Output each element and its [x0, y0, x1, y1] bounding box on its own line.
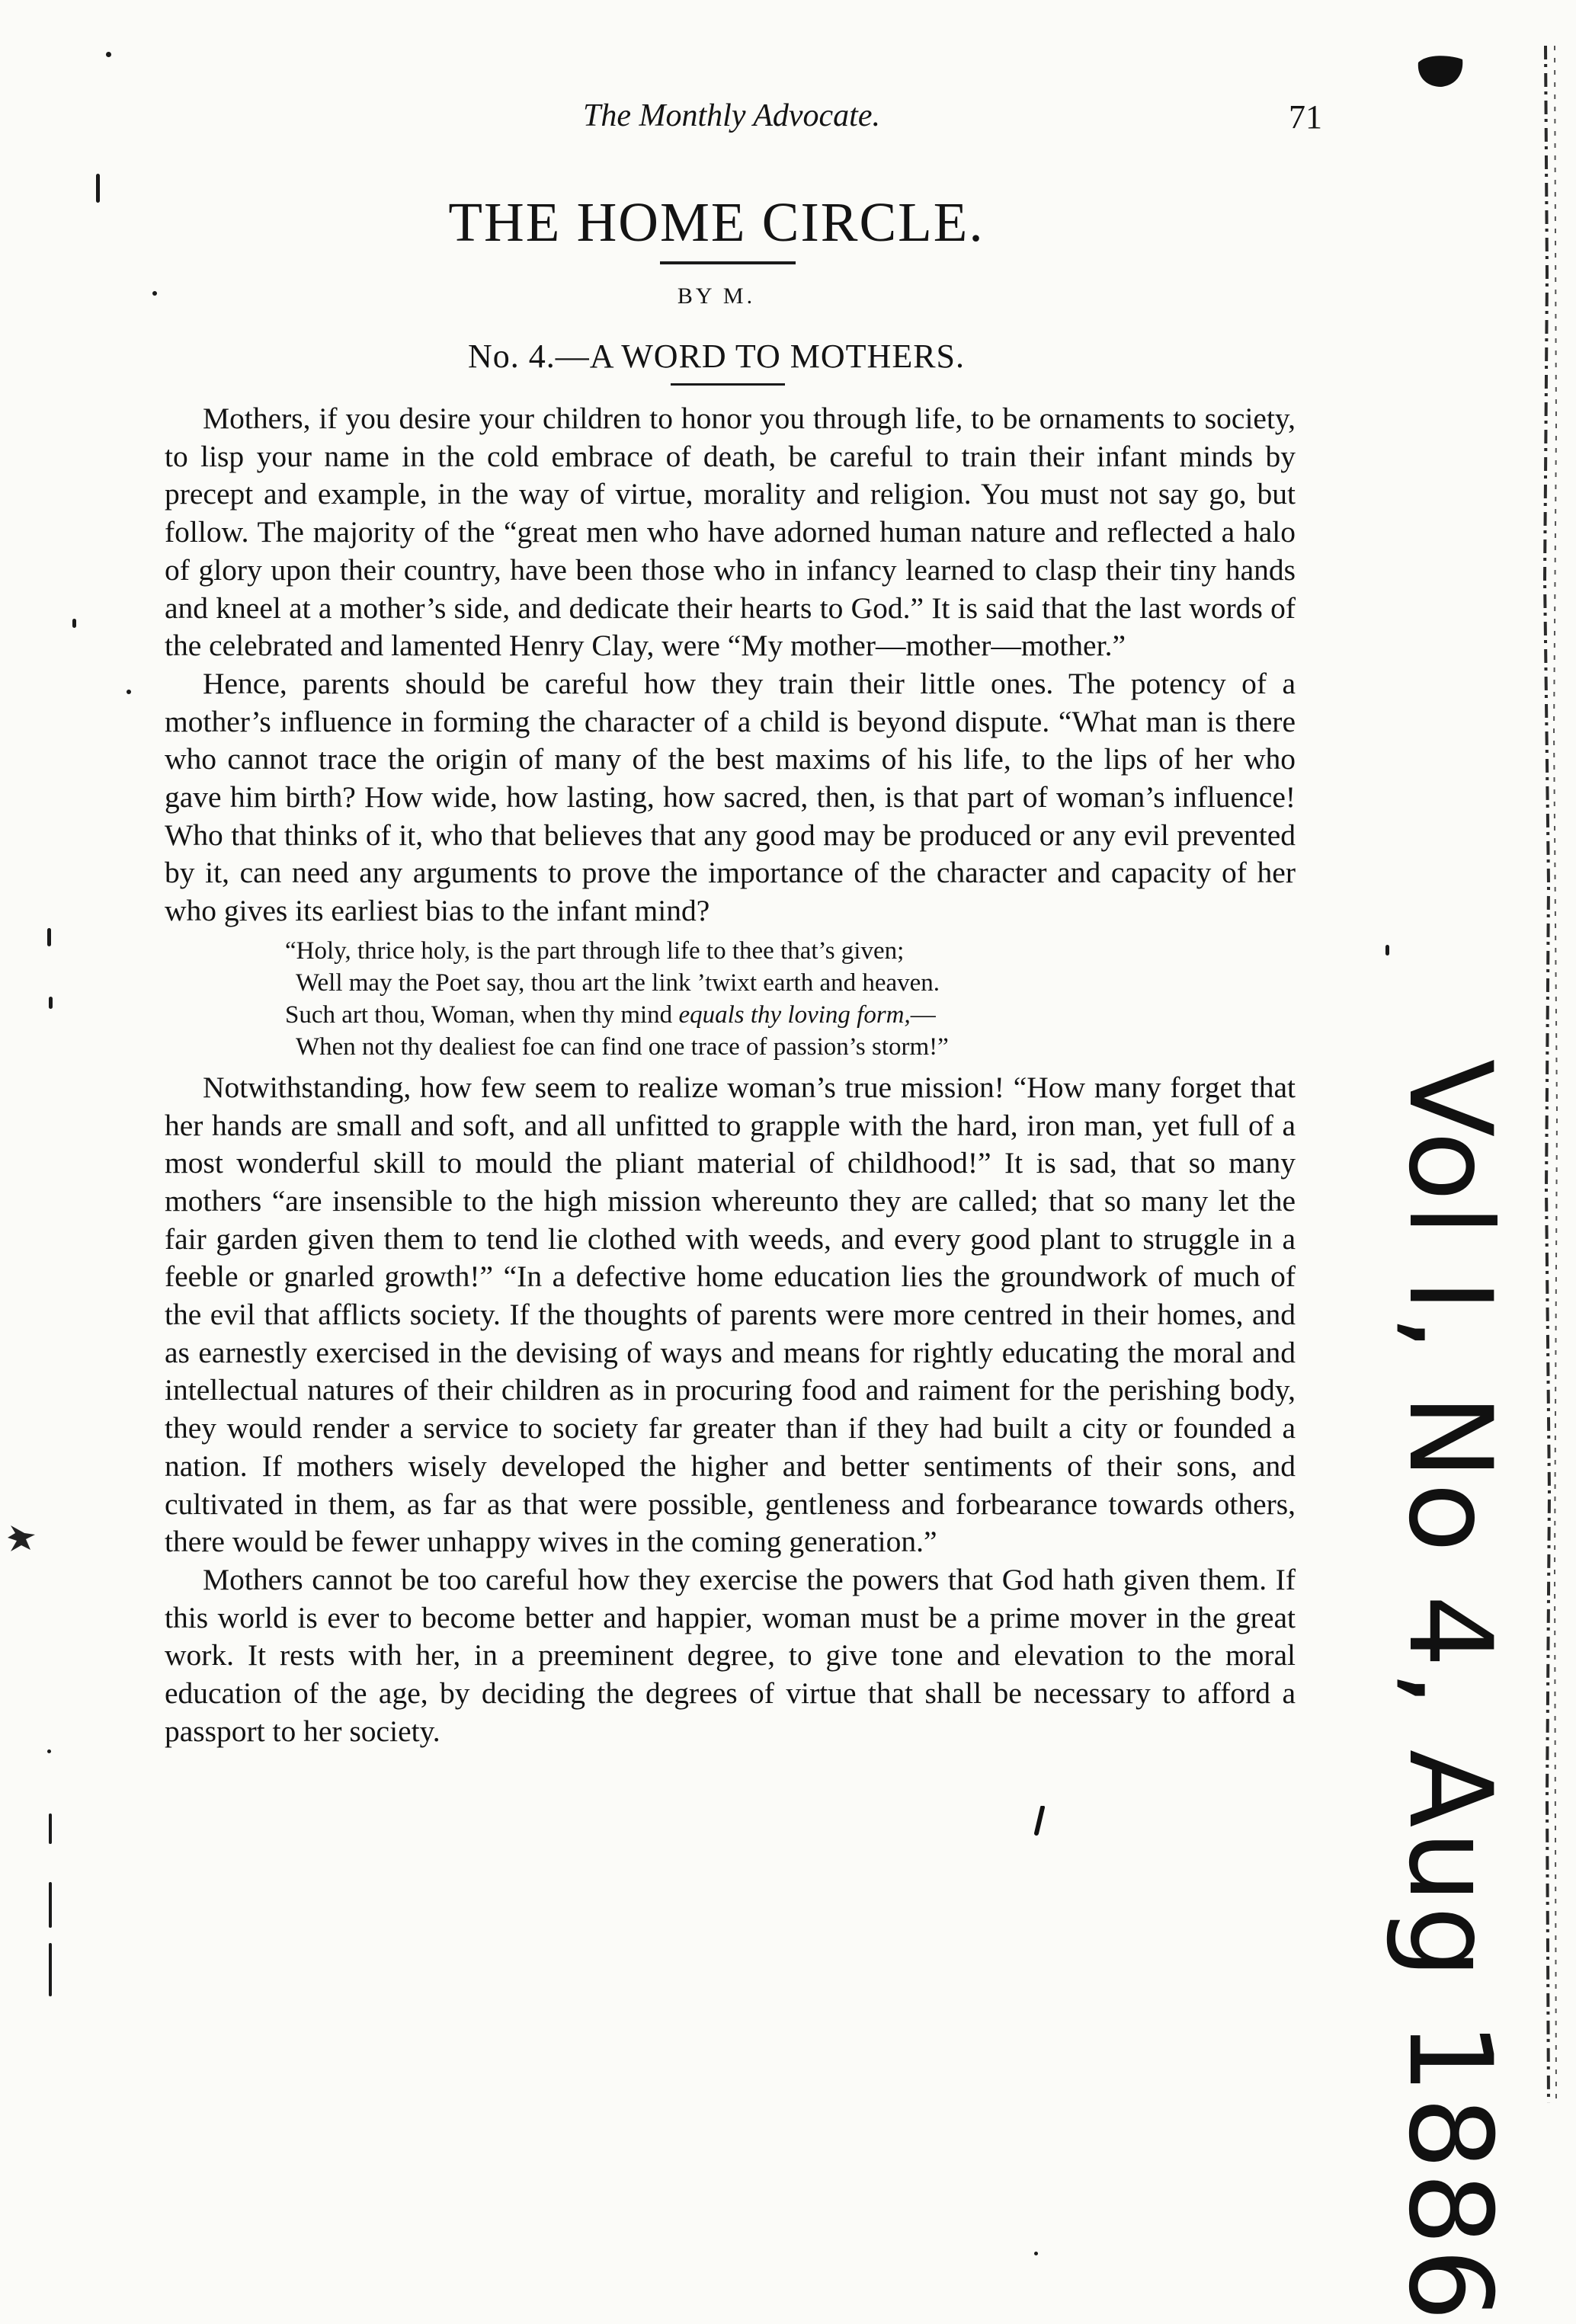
paragraph: Hence, parents should be careful how they train their little ones. The potency of a mother’s influence in forming the character of a child is beyond dispute. “What man is there who cannot trace the origin of many of the best maxims of his life, to the lips of her who gave him birth? How wide, how lasting, how sacred, then, is that part of woman’s influence! Who that thinks of it, who that believes that any good may be produced or any evil prevented by it, can need any arguments to prove the importance of the character and capacity of her who gives its earliest bias to the infant mind? — [165, 666, 1296, 928]
poem-line: Well may the Poet say, thou art the link ’twixt earth and heaven. — [296, 968, 940, 997]
stray-mark — [127, 690, 131, 694]
stray-mark — [1385, 945, 1389, 956]
page-number: 71 — [1289, 98, 1322, 136]
margin-note-text: Vol I, No 4, Aug 1886 — [1383, 1058, 1516, 2324]
printer-ornament-mark — [0, 1516, 46, 1562]
poem-line — [285, 999, 1296, 1031]
paragraph: Mothers, if you desire your children to honor you through life, to be ornaments to society, to lisp your name in the cold embrace of death, be careful to train their infant minds by precept and example, in the way of virtue, morality and religion. You must not say go, but follow. The majority of the “great men who have adorned human nature and reflected a halo of glory upon their country, have been those who in infancy learned to clasp their tiny hands and kneel at a mother’s side, and dedicate their hearts to God.” It is said that the last words of the celebrated and lamented Henry Clay, were “My mother—mother—mother.” — [165, 402, 1296, 663]
stray-mark — [47, 1749, 51, 1753]
stray-mark — [96, 174, 100, 203]
paragraph: Notwithstanding, how few seem to realize woman’s true mission! “How many forget that her hands are small and soft, and all unfitted to grapple with the hard, iron man, yet full of a most wonderful skill to mould the pliant material of childhood!” It is sad, that so many mothers “are insensible to the high mission whereunto they are called; that so many let the fair garden given them to tend lie clothed with weeds, and every good plant to struggle in a feeble or gnarled growth!” “In a defective home education lies the groundwork of much of the evil that afflicts society. If the thoughts of parents were more centred in their homes, and as earnestly exercised in the devising of ways and means for rightly educating the moral and intellectual natures of their children as in procuring food and raiment for the perishing body, they would render a service to society far greater than if they had built a city or founded a nation. If mothers wisely developed the higher and better sentiments of their sons, and cultivated in them, as far as that were possible, gentleness and forbearance towards others, there would be fewer unhappy wives in the coming generation.” — [165, 1070, 1296, 1559]
pencil-tick-mark — [1032, 1806, 1047, 1836]
publication-title: The Monthly Advocate. — [583, 98, 880, 133]
ink-blot-mark — [1414, 52, 1467, 90]
stray-mark — [49, 997, 53, 1009]
poem-line: When not thy dealiest foe can find one trace of passion’s storm!” — [296, 1032, 949, 1061]
article-subtitle: No. 4.—A WORD TO MOTHERS. — [467, 338, 966, 375]
handwritten-margin-note — [1358, 1058, 1541, 2324]
subtitle-rule — [671, 383, 785, 386]
article-byline: BY M. — [677, 283, 756, 309]
title-rule — [660, 261, 796, 264]
stray-mark — [152, 291, 157, 296]
stray-mark — [1034, 2252, 1038, 2255]
poem-quote — [285, 935, 1296, 1063]
poem-emphasis: equals thy loving form, — [678, 1000, 911, 1029]
binding-edge-mark — [1539, 46, 1564, 2103]
paragraph: Mothers cannot be too careful how they exercise the powers that God hath given them. If this world is ever to become better and happier, woman must be a prime mover in the great work. It rests with her, in a preeminent degree, to give tone and elevation to the moral education of the age, by deciding the degrees of virtue that shall be necessary to afford a passport to her society. — [165, 1562, 1296, 1748]
stray-mark — [49, 1943, 52, 1996]
stray-mark — [106, 52, 111, 57]
stray-mark — [49, 1813, 52, 1844]
stray-mark — [72, 619, 76, 628]
article-title: THE HOME CIRCLE. — [448, 191, 985, 253]
poem-line-text: Such art thou, Woman, when thy mind — [285, 1000, 679, 1029]
poem-dash: — — [910, 1000, 936, 1029]
stray-mark — [47, 928, 51, 946]
article-body — [165, 400, 1296, 1751]
poem-line: “Holy, thrice holy, is the part through life to thee that’s given; — [285, 936, 905, 965]
stray-mark — [49, 1882, 52, 1928]
